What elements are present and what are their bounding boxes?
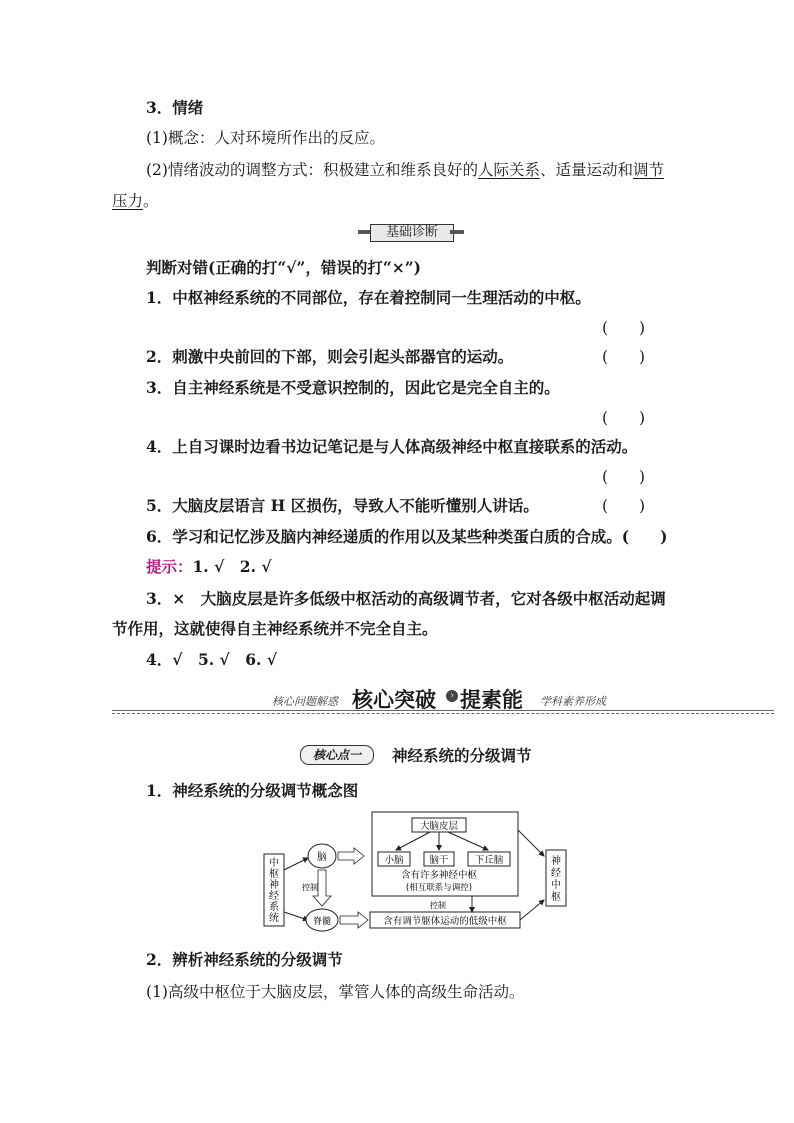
hollow-arrow-icon <box>340 912 368 928</box>
hint-line <box>146 557 272 577</box>
question-item: 5．大脑皮层语言 H 区损伤，导致人不能听懂别人讲话。 <box>146 496 539 515</box>
question-item: 2．刺激中央前回的下部，则会引起头部器官的运动。 <box>146 347 514 366</box>
section-heading: 3．情绪 <box>146 98 204 117</box>
paragraph: (1)高级中枢位于大脑皮层，掌管人体的高级生命活动。 <box>146 983 525 1001</box>
banner-main-text: 核心突破 <box>352 688 436 712</box>
hint-answers: 1. √ 2. √ <box>192 557 272 576</box>
underlined-term: 人际关系 <box>477 161 540 179</box>
paragraph-concept: (1)概念：人对环境所作出的反应。 <box>146 129 385 147</box>
underlined-term: 压力 <box>112 192 144 210</box>
paragraph-adjust <box>146 160 664 180</box>
underlined-term: 调节 <box>633 161 665 179</box>
instruction: 判断对错(正确的打“√”，错误的打“×”) <box>146 258 422 277</box>
answer-paren[interactable]: ( ) <box>602 348 646 366</box>
concept-diagram <box>262 810 582 934</box>
question-item: 4．上自习课时边看书边记笔记是与人体高级神经中枢直接联系的活动。 <box>146 437 638 456</box>
hollow-arrow-icon <box>338 848 364 864</box>
answer-paren[interactable]: ( ) <box>602 497 646 515</box>
text-segment: (2)情绪波动的调整方式：积极建立和维系良好的 <box>146 161 478 179</box>
nerve-center-label: 神经中枢 <box>551 856 561 903</box>
control-label: 控制 <box>430 901 446 910</box>
diagnosis-badge <box>358 224 464 242</box>
cerebellum-label: 小脑 <box>384 855 404 866</box>
answer-paren[interactable]: ( ) <box>602 409 646 427</box>
banner-rule <box>112 710 774 711</box>
hint-explanation-cont: 节作用，这就使得自主神经系统并不完全自主。 <box>112 619 438 638</box>
many-centers-sub: (相互联系与调控) <box>405 883 473 893</box>
subheading: 2．辨析神经系统的分级调节 <box>146 950 343 969</box>
question-item: 3．自主神经系统是不受意识控制的，因此它是完全自主的。 <box>146 378 560 397</box>
paragraph-adjust-cont <box>112 191 159 211</box>
hint-label: 提示： <box>146 557 193 576</box>
question-item: 1．中枢神经系统的不同部位，存在着控制同一生理活动的中枢。 <box>146 288 591 307</box>
answer-paren[interactable]: ( ) <box>602 468 646 486</box>
brain-label: 脑 <box>317 852 327 863</box>
badge-label: 基础诊断 <box>370 224 454 242</box>
brainstem-label: 脑干 <box>429 855 449 866</box>
cns-label: 中枢神经系统 <box>269 858 279 924</box>
spinal-label: 脊髓 <box>312 917 332 927</box>
badge-bar-right <box>450 230 464 234</box>
hypothalamus-label: 下丘脑 <box>474 855 504 866</box>
many-centers-label: 含有许多神经中枢 <box>400 870 478 881</box>
keypoint-badge: 核心点一 <box>300 745 374 765</box>
question-item: 6．学习和记忆涉及脑内神经递质的作用以及某些种类蛋白质的合成。( ) <box>146 527 668 546</box>
banner-arrow-icon: › <box>446 690 458 702</box>
banner-main-text-2: 提素能 <box>460 688 523 712</box>
hint-answers: 4．√ 5. √ 6. √ <box>146 650 278 669</box>
subheading: 1．神经系统的分级调节概念图 <box>146 781 359 800</box>
banner-right-text: 学科素养形成 <box>540 695 606 708</box>
section-banner <box>112 684 774 714</box>
low-centers-label: 含有调节躯体运动的低级中枢 <box>383 916 507 927</box>
cortex-label: 大脑皮层 <box>419 821 459 832</box>
banner-rule-dashed <box>112 713 774 714</box>
text-segment: 、适量运动和 <box>539 161 633 179</box>
control-label: 控制 <box>302 883 318 892</box>
banner-left-text: 核心问题解惑 <box>272 695 338 708</box>
keypoint-title: 神经系统的分级调节 <box>392 746 532 765</box>
answer-paren[interactable]: ( ) <box>602 319 646 337</box>
text-segment: 。 <box>143 192 159 210</box>
hint-explanation: 3．× 大脑皮层是许多低级中枢活动的高级调节者，它对各级中枢活动起调 <box>146 589 666 608</box>
